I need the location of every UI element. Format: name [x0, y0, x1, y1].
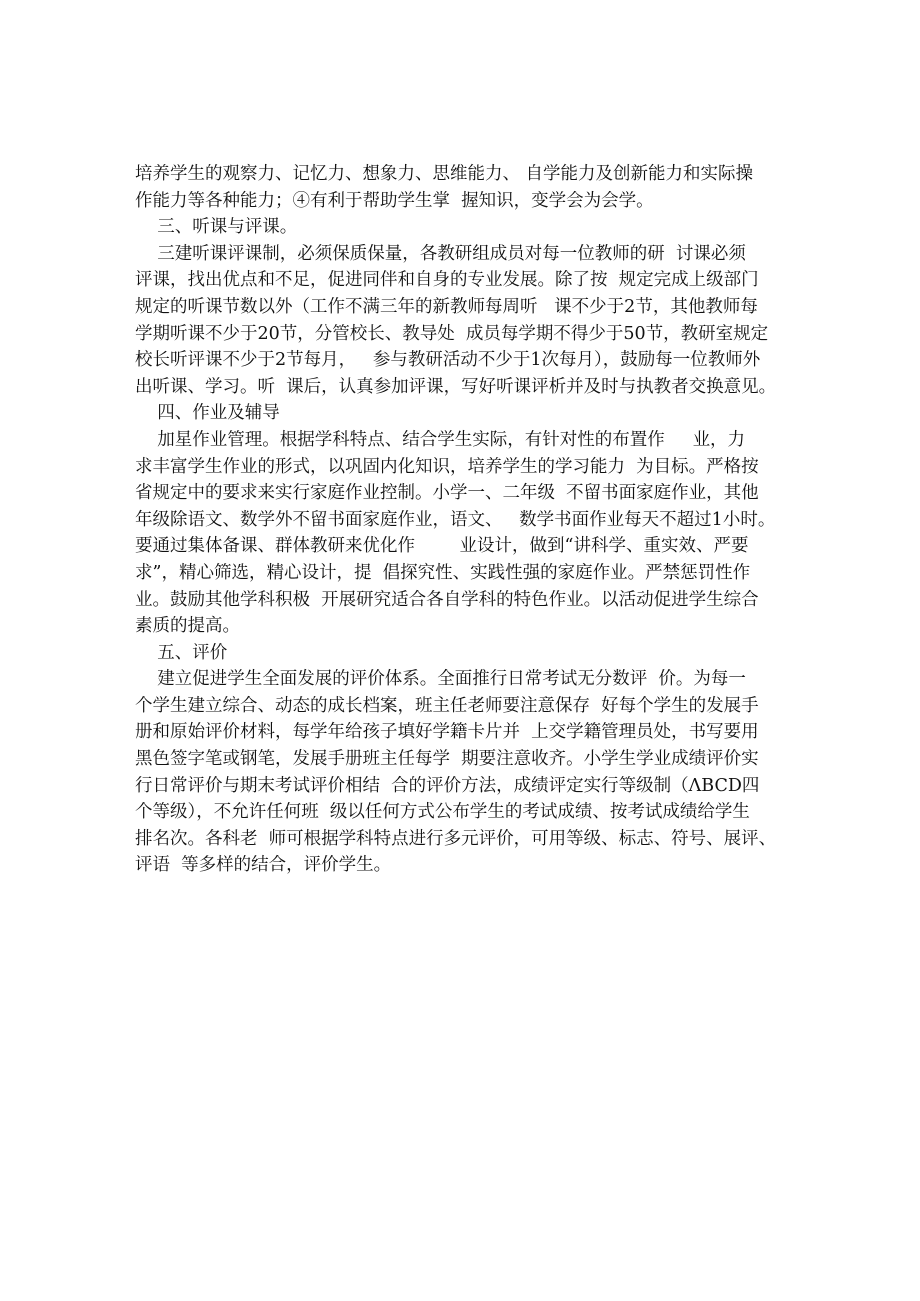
section-heading: 四、作业及辅导: [135, 403, 280, 424]
text-line: 业。鼓励其他学科积极 开展研究适合各自学科的特色作业。以活动促进学生综合: [135, 589, 759, 610]
text-line: 出听课、学习。听 课后，认真参加评课，写好听课评析并及时与执教者交换意见。: [135, 376, 777, 397]
text-line: 个学生建立综合、动态的成长档案，班主任老师要注意保存 好每个学生的发展手: [135, 695, 759, 716]
text-line: 学期听课不少于20节，分管校长、教导处 成员每学期不得少于50节，教研室规定: [135, 323, 769, 344]
text-line: 求丰富学生作业的形式，以巩固内化知识，培养学生的学习能力 为目标。严格按: [135, 456, 759, 477]
document-body: [135, 161, 790, 879]
text-line: 个等级），不允许任何班 级以任何方式公布学生的考试成绩、按考试成绩给学生: [135, 802, 750, 823]
text-line: 求”，精心筛选，精心设计，提 倡探究性、实践性强的家庭作业。严禁惩罚性作: [135, 562, 751, 583]
text-line: 素质的提高。: [135, 616, 240, 637]
text-line: 加星作业管理。根据学科特点、结合学生实际，有针对性的布置作 业，力: [135, 429, 746, 450]
text-line: 册和原始评价材料，每学年给孩子填好学籍卡片并 上交学籍管理员处，书写要用: [135, 722, 759, 743]
section-heading: 三、听课与评课。: [135, 217, 298, 238]
text-line: 排名次。各科老 师可根据学科特点进行多元评价，可用等级、标志、符号、展评、: [135, 828, 777, 849]
text-line: 建立促进学生全面发展的评价体系。全面推行日常考试无分数评 价。为每一: [135, 669, 746, 690]
text-line: 黑色签字笔或钢笔，发展手册班主任每学 期要注意收齐。小学生学业成绩评价实: [135, 749, 759, 770]
text-line: 三建听课评课制，必须保质保量，各教研组成员对每一位教师的研 讨课必须: [135, 243, 746, 264]
text-line: 年级除语文、数学外不留书面家庭作业，语文、 数学书面作业每天不超过1小时。: [135, 509, 776, 530]
text-line: 规定的听课节数以外（工作不满三年的新教师每周听 课不少于2节，其他教师每: [135, 296, 758, 317]
text-line: 校长听评课不少于2节每月， 参与教研活动不少于1次每月），鼓励每一位教师外: [135, 350, 761, 371]
text-line: 评语 等多样的结合，评价学生。: [135, 855, 392, 876]
text-line: 省规定中的要求来实行家庭作业控制。小学一、二年级 不留书面家庭作业，其他: [135, 483, 759, 504]
text-line: 评课，找出优点和不足，促进同伴和自身的专业发展。除了按 规定完成上级部门: [135, 270, 759, 291]
text-line: 培养学生的观察力、记忆力、想象力、思维能力、 自学能力及创新能力和实际操: [135, 164, 754, 184]
text-line: 行日常评价与期末考试评价相结 合的评价方法，成绩评定实行等级制（ΛBCD四: [135, 775, 760, 796]
text-line: 作能力等各种能力；④有利于帮助学生掌 握知识，变学会为会学。: [135, 190, 654, 211]
section-heading: 五、评价: [135, 642, 228, 663]
text-line: 要通过集体备课、群体教研来优化作 业设计，做到“讲科学、重实效、严要: [135, 536, 749, 557]
